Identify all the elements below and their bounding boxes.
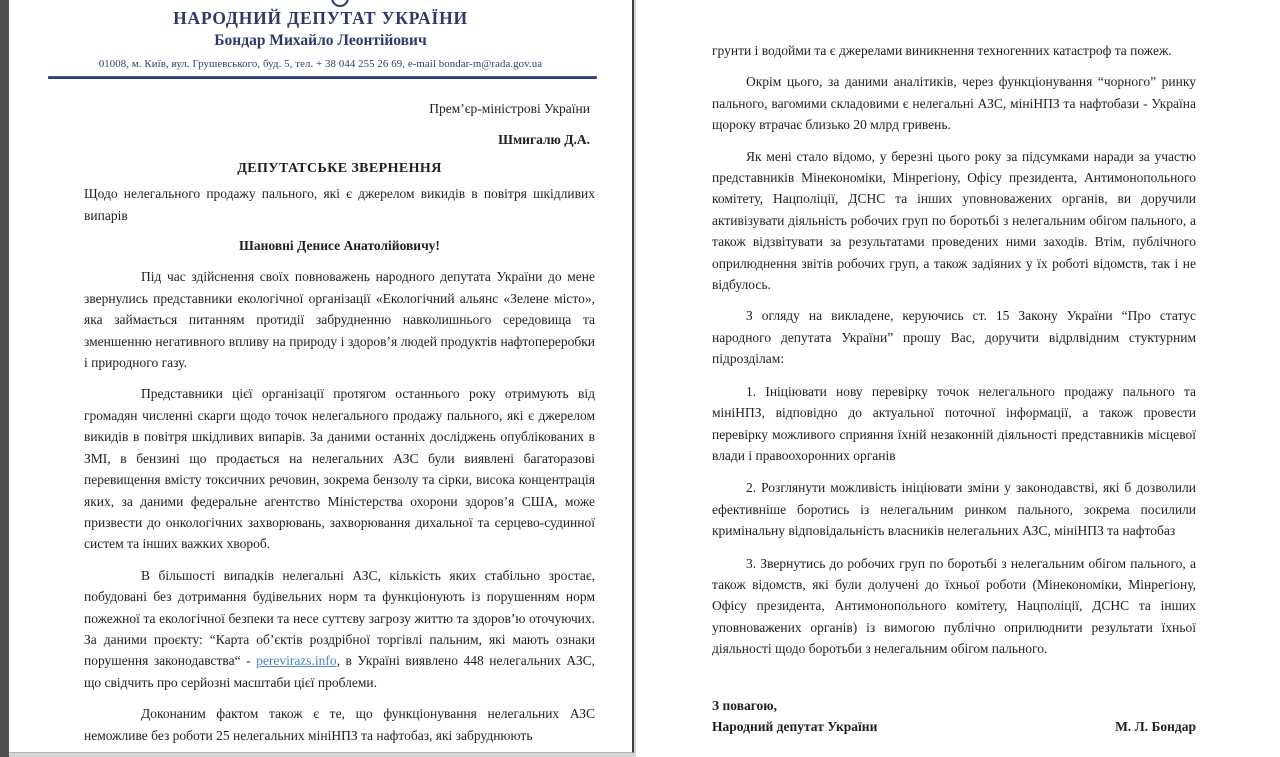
paragraph-black-market: Окрім цього, за даними аналітиків, через функціонування “чорного” ринку пального, вагомими складовими є нелегальні АЗС, мініНПЗ та нафтобази - Україна щороку втрачає близько 20 млрд гривень.	[712, 74, 1196, 133]
salutation: Шановні Денисе Анатолійовичу!	[239, 238, 440, 254]
paragraph-illegal-stations-tail: , в Україні виявлено 448 нелегальних АЗС, що свідчить про серйозні масштаби цієї проблеми.	[84, 653, 595, 690]
letterhead-deputy-name: Бондар Михайло Леонтійович	[214, 32, 427, 49]
closing-phrase: З повагою,	[712, 697, 777, 713]
left-edge-strip	[0, 0, 9, 757]
perevirazs-link[interactable]: perevirazs.info	[256, 653, 337, 669]
list-item-2: 2. Розглянути можливість ініціювати зміни у законодавстві, які б дозволили ефективніше боротись із нелегальним ринком пального, зокрема посилили кримінальну відповідальність власників нелегальних АЗС, мініНПЗ та нафтобаз	[712, 480, 1196, 539]
recipient-name: Шмигалю Д.А.	[498, 132, 590, 148]
paragraph-mini-refineries: Доконаним фактом також є те, що функціонування нелегальних АЗС неможливе без роботи 25 нелегальних мініНПЗ та нафтобаз, які забруднюють	[84, 706, 595, 743]
list-item-3: 3. Звернутись до робочих груп по боротьбі з нелегальним обігом пального, а також відомств, які були долучені до їхньої роботи (Мінекономіки, Мінрегіону, Офісу президента, Антимонопольного комітету, Нацполіції, ДСНС та інших уповноважених органів) із вимогою публічно оприлюднити результати їхньої діяльності щодо боротьби з нелегальним обігом пального.	[712, 555, 1196, 657]
paragraph-march-meeting: Як мені стало відомо, у березні цього року за підсумками наради за участю представників Мінекономіки, Мінрегіону, Офісу президента, Антимонопольного комітету, Нацполіції, ДСНС та інших уповноважених органів, ви доручили активізувати діяльність робочих груп по боротьбі з нелегальним обігом пального, а також відзвітувати за результатами проведених ними заходів. Втім, публічного оприлюднення звітів робочих груп, а також задіяних у їх роботі відомств, так і не відбулось.	[712, 148, 1196, 293]
paragraph-complaints: Представники цієї організації протягом останнього року отримують від громадян численні скарги щодо точок нелегального продажу пального, які є джерелом викидів в повітря шкідливих випарів. За даними останніх досліджень опублікованих в ЗМІ, в бензині що продається на нелегальних АЗС були виявлені багаторазові перевищення вмісту токсичних речовин, зокрема бензолу та сірки, висока концентрація яких, за даними федеральне агентство Міністерства охорони здоров’я США, може призвести до онкологічних захворювань, захворювання дихальної та серцево-судинної систем та інших важких хвороб.	[84, 386, 595, 552]
list-item-1: 1. Ініціювати нову перевірку точок нелегального продажу пального та мініНПЗ, відповідно до актуальної поточної інформації, а також провести перевірку можливого сприяння їхній незаконній діяльності представників місцевої влади і правоохоронних органів	[712, 383, 1196, 463]
letter-page-2	[636, 0, 1280, 757]
letterhead	[9, 0, 632, 79]
paragraph-continuation: грунти і водойми та є джерелами виникнення техногенних катастроф та пожеж.	[712, 43, 1172, 58]
signer-row	[712, 716, 1196, 737]
paragraph-illegal-stations-text: В більшості випадків нелегальні АЗС, кількість яких стабільно зростає, побудовані без дотримання будівельних норм та функціонують із порушенням норм пожежної та екологічної безпеки та несе суттєву загрозу життю та здоров’ю оточуючих. За даними проєкту: “Карта об’єктів роздрібної торгівлі пальним, які мають ознаки порушення законодавства“ -	[84, 567, 595, 669]
paragraph-illegal-stations	[84, 565, 595, 693]
document-title: ДЕПУТАТСЬКЕ ЗВЕРНЕННЯ	[237, 160, 442, 176]
letterhead-rule	[48, 76, 597, 79]
signature-block	[712, 695, 1196, 738]
recipient-title: Прем’єр-міністрові України	[429, 101, 590, 116]
signer-title: Народний депутат України	[712, 718, 878, 734]
paragraph-legal-basis: З огляду на викладене, керуючись ст. 15 Закону України “Про статус народного депутата України” прошу Вас, доручити відрлвідним стуктурним підрозділам:	[712, 308, 1196, 367]
signer-name: М. Л. Бондар	[1115, 718, 1196, 734]
recipient-block	[84, 98, 595, 151]
paragraph-intro: Під час здійснення своїх повноважень народного депутата України до мене звернулись представники екологічної організації «Екологічний альянс «Зелене місто», яка займається питанням протидії забрудненню навколишнього середовища та зменшенню негативного впливу на природу і здоров’я людей продуктів нафтопереробки і природного газу.	[84, 269, 595, 371]
letterhead-title: НАРОДНИЙ ДЕПУТАТ УКРАЇНИ	[173, 8, 468, 28]
page1-body	[9, 98, 632, 746]
letterhead-address: 01008, м. Київ, вул. Грушевського, буд. 5, тел. + 38 044 255 26 69, e-mail bondar-m@rada.gov.ua	[98, 58, 543, 70]
letter-page-1	[9, 0, 634, 753]
subject-line: Щодо нелегального продажу пального, які є джерелом викидів в повітря шкідливих випарів	[84, 186, 595, 223]
